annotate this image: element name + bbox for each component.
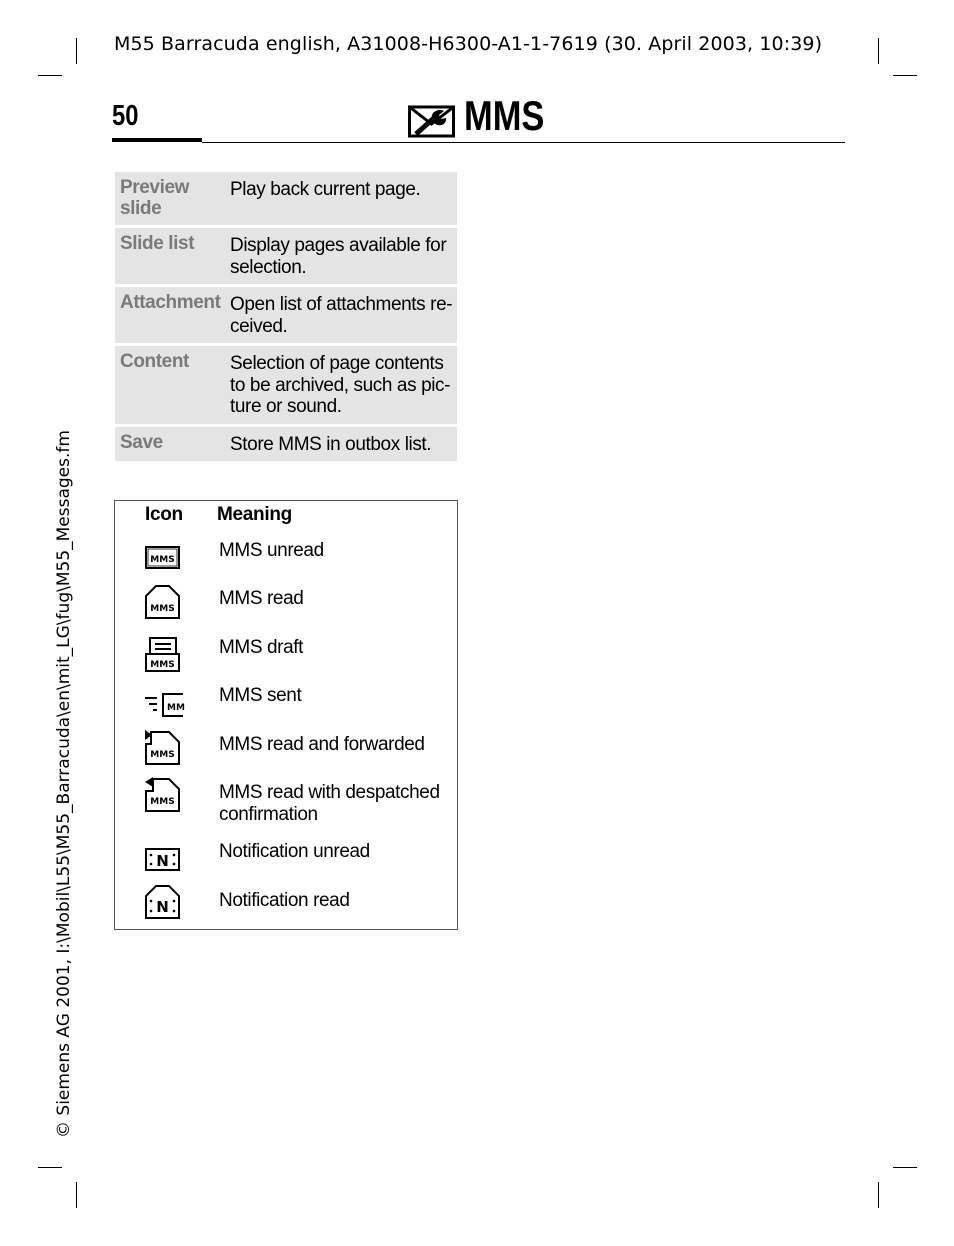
icon-meaning: MMS draft <box>219 637 304 658</box>
icon-label: N <box>156 852 169 870</box>
option-term: Attachment <box>120 292 221 313</box>
mms-unread-icon <box>143 540 183 578</box>
page-number: 50 <box>112 100 139 132</box>
chapter-title: MMS <box>464 92 545 139</box>
document-meta: M55 Barracuda english, A31008-H6300-A1-1-7619 (30. April 2003, 10:39) <box>114 33 823 55</box>
page-number-rule <box>112 138 202 142</box>
mms-forwarded-icon <box>143 730 183 768</box>
option-term: Slide list <box>120 233 195 254</box>
icon-meaning: MMS unread <box>219 540 324 561</box>
icon-meaning: Notification unread <box>219 841 370 862</box>
crop-mark <box>76 1182 77 1208</box>
icon-label: MMS <box>150 750 175 760</box>
icon-label: MMS <box>150 604 175 614</box>
crop-mark <box>878 1182 879 1208</box>
meaning-column-header: Meaning <box>217 504 292 525</box>
option-row <box>115 427 457 462</box>
icon-meaning: MMS read and forwarded <box>219 734 425 755</box>
icon-label: MMS <box>150 555 175 565</box>
option-description: Display pages available for selection. <box>230 235 447 278</box>
options-table <box>115 172 457 464</box>
mms-sent-icon <box>143 686 183 724</box>
option-description: Play back current page. <box>230 179 421 200</box>
icon-column-header: Icon <box>145 504 183 525</box>
crop-mark <box>76 38 77 64</box>
copyright-path: © Siemens AG 2001, I:\Mobil\L55\M55_Barracuda\en\mit_LG\fug\M55_Messages.fm <box>54 430 74 1138</box>
option-row <box>115 346 457 424</box>
crop-mark <box>38 75 62 76</box>
icon-label: N <box>156 898 169 916</box>
option-term: Save <box>120 431 163 453</box>
icon-meaning: Notification read <box>219 890 350 911</box>
notification-read-icon <box>143 884 183 922</box>
icon-meaning: MMS sent <box>219 685 302 706</box>
icon-meaning: MMS read with despatched confirmation <box>219 782 440 825</box>
option-description: Open list of attachments re-ceived. <box>230 294 453 337</box>
option-row <box>115 172 457 225</box>
option-row <box>115 228 457 284</box>
icon-meaning: MMS read <box>219 588 304 609</box>
mms-read-icon <box>143 584 183 622</box>
option-term: Content <box>120 351 189 372</box>
header-rule <box>202 142 845 143</box>
icon-label: MM <box>167 703 185 713</box>
mms-despatched-icon <box>143 777 183 815</box>
option-description: Selection of page contents to be archived, such as pic-ture or sound. <box>230 353 451 417</box>
crop-mark <box>893 75 917 76</box>
notification-unread-icon <box>143 842 183 880</box>
crop-mark <box>878 38 879 64</box>
mms-draft-icon <box>143 636 183 674</box>
option-row <box>115 287 457 343</box>
icon-label: MMS <box>150 797 175 807</box>
crop-mark <box>893 1167 917 1168</box>
envelope-with-wrench-icon <box>408 102 456 138</box>
crop-mark <box>38 1167 62 1168</box>
option-term: Preview slide <box>120 177 190 219</box>
option-description: Store MMS in outbox list. <box>230 433 432 455</box>
icon-label: MMS <box>150 660 175 670</box>
